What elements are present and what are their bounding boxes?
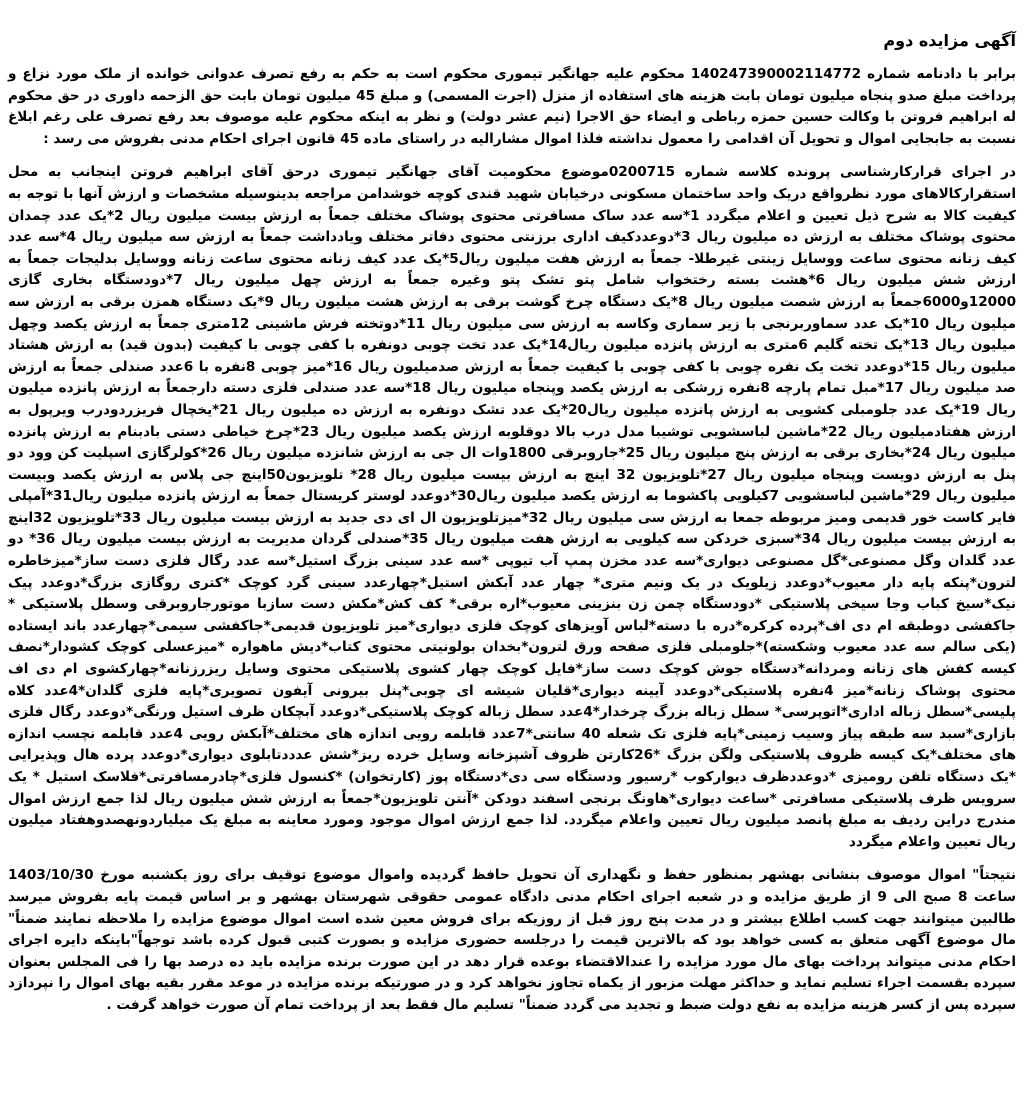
paragraph-expert-report: در اجرای قرارکارشناسی پرونده کلاسه شماره 0200715موضوع محکومیت آقای جهانگیر تیموری درحق آقای ابراهیم فروتن اینجانب به محل استقرارکالاهای مورد نظرواقع دریک واحد ساختمان مسکونی درخیابان شهید قندی کوچه خوشدامن مراجعه بدینوسیله مشخصات و ارزش آنها با توجه به کیفیت کالا به شرح ذیل تعیین و اعلام میگردد 1*سه عدد ساک مسافرتی محتوی پوشاک مختلف جمعاً به ارزش بیست میلیون ریال 2*یک عدد چمدان محتوی پوشاک مختلف به ارزش ده میلیون ریال 3*دوعددکیف اداری برزنتی محتوی دفاتر مختلف ویادداشت جمعاً به ارزش سه میلیون ریال 4*سه عدد کیف زنانه محتوی ساعت ووسایل زینتی غیرطلا- جمعاً به ارزش هفت میلیون ریال5*یک عدد کیف زنانه محتوی ساعت زنانه ووسایل بدلیجات جمعاً به ارزش شش میلیون ریال 6*هشت بسته رختخواب شامل پتو تشک پتو وغیره جمعاً به ارزش چهل میلیون ریال 7*دودستگاه بخاری گازی 12000و6000جمعاً به ارزش شصت میلیون ریال 8*یک دستگاه چرخ گوشت برقی به ارزش هشت میلیون ریال 9*یک دستگاه همزن برقی به ارزش سه میلیون ریال 10*یک عدد سماوربرنجی با زیر سماری وکاسه به ارزش سی میلیون ریال 11*دوتخته فرش ماشینی 12متری جمعاً به ارزش یکصد وچهل میلیون ریال 13*یک تخته گلیم 6متری به ارزش پانزده میلیون ریال14*یک عدد تخت چوبی دونفره با کفی چوبی با کیفیت (بدون قید) به ارزش هشتاد میلیون ریال 15*دوعدد تخت یک نفره چوبی با کفی چوبی با کیفیت جمعاً به ارزش صدمیلیون ریال 16*میز چوبی 8نفره با 6عدد صندلی جمعاً به ارزش صد میلیون ریال 17*مبل تمام پارچه 8نفره زرشکی به ارزش یکصد وپنجاه میلیون ریال 18*سه عدد صندلی فلزی دسته دارجمعاً به ارزش پانزده میلیون ریال 19*یک عدد جلومبلی کشویی به ارزش پانزده میلیون ریال20*یک عدد تشک دونفره به ارزش ده میلیون ریال 21*یخچال فریزردودرب ویرپول به ارزش هفتادمیلیون ریال 22*ماشین لباسشویی توشیبا مدل درب بالا دوقلوبه ارزش یکصد میلیون ریال 23*چرخ خیاطی دستی بادبنام به ارزش پانزده میلیون ریال 24*بخاری برقی به ارزش پنج میلیون ریال 25*جاروبرقی 1800وات ال جی به ارزش شانزده میلیون ریال 26*کولرگازی اسپلیت کن وود دو پنل به ارزش دویست وپنجاه میلیون ریال 27*تلویزیون 32 اینچ به ارزش بیست میلیون ریال 28* تلویزیون50اینچ جی پلاس به ارزش یکصد وبیست میلیون ریال 29*ماشین لباسشویی 7کیلویی پاکشوما به ارزش یکصد میلیون ریال30*دوعدد لوستر کریستال جمعاً به ارزش پانزده میلیون ریال31*آمپلی فایر کاست خور قدیمی ومیز مربوطه جمعا به ارزش سی میلیون ریال 32*میزتلویزیون ال ای دی جدید به ارزش بیست میلیون ریال 33*تلویزیون 32اینچ به ارزش بیست میلیون ریال 34*سبزی خردکن سه کیلویی به ارزش هفت میلیون ریال 35*صندلی گردان مدیریت به ارزش بیست میلیون ریال 36* دو عدد گلدان وگل مصنوعی*گل مصنوعی دیواری*سه عدد مخزن پمپ آب تیوپی *سه عدد سینی بزرگ استیل*سه عدد رگال فلزی دست ساز*میزخاطره لترون*پنکه پایه دار معیوب*دوعدد زیلویک در یک ونیم متری* چهار عدد آبکش استیل*چهارعدد سینی گرد کوچک *کتری روگازی بزرگ*دوعدد پیک نیک*سیخ کباب وجا سیخی پلاستیکی *دودستگاه چمن زن بنزینی معیوب*اره برقی* کف کش*مکش دست سازبا موتورجاروبرقی وسطل پلاستیکی * جاکفشی دوطبقه ام دی اف*پرده کرکره*دره با دسته*لباس آویزهای کوچک فلزی دیواری*میز تلویزیون قدیمی*جاکفشی سیمی*چهارعدد باند ایستاده (یکی سالم سه عدد معیوب وشکسته)*جلومبلی فلزی صفحه ورق لترون*بخدان بولونیتی محتوی کتاب*دیش ماهواره *میزعسلی کوچک کشودار*نصف کیسه کفش های زنانه ومردانه*دستگاه جوش کوچک دست ساز*فایل کوچک چهار کشوی پلاستیکی محتوی وسایل ریزرزنانه*چهارکشوی ام دی اف محتوی پوشاک زنانه*میز 4نفره پلاستیکی*دوعدد آیینه دیواری*قلیان شیشه ای چوبی*پنل بیرونی آیفون تصویری*پایه فلزی گلدان*4عدد کلاه پلیسی*سطل زباله اداری*اتوپرسی* سطل زباله بزرگ چرخدار*4عدد سطل زباله کوچک پلاستیکی*دوعدد آبچکان ظرف استیل ورنگی*دوعدد رگال فلزی بازاری*سبد سه طبقه پیاز وسیب زمینی*پایه فلزی تک شعله 40 سانتی*7عدد قابلمه رویی اندازه های مختلف*آبکش رویی 4عدد قابلمه نچسب اندازه های مختلف*یک کیسه ظروف پلاستیکی ولگن بزرگ *26کارتن ظروف آشپزخانه وسایل خرده ریز*شش عدددتابلوی دیواری*دوعدد پرده هال وپذیرایی *یک دستگاه تلفن رومیزی *دوعددظرف دیوارکوب *رسیور ودستگاه سی دی*دستگاه پوز (کارتخوان) *کنسول فلزی*چادرمسافرتی*فلاسک استیل * یک سرویس ظرف پلاستیکی مسافرتی *ساعت دیواری*هاونگ برنجی اسفند دودکن *آنتن تلویزیون*جمعاً به ارزش شش میلیون ریال لذا جمع ارزش اموال مندرج دراین ردیف به مبلغ پانصد میلیون ریال تعیین واعلام میگردد. لذا جمع ارزش اموال موجود ومورد معاینه به مبلغ یک میلیاردونهصدوهفتاد میلیون ریال تعیین واعلام میگردد [8, 164, 1017, 850]
paragraph-judgment: برابر با دادنامه شماره 140247390002114772 محکوم علیه جهانگیر تیموری محکوم است به حکم به رفع تصرف عدوانی خوانده از ملک مورد نزاع و پرداخت مبلغ صدو پنجاه میلیون تومان بابت هزینه های استفاده از منزل (اجرت المسمی) و مبلغ 45 میلیون تومان بابت حق الزحمه داوری در حق محکوم له ابراهیم فروتن با وکالت حسین حمزه رباطی و ایضاء حق الاجرا (نیم عشر دولت) و نظر به اینکه محکوم علیه موصوف بعد رفع تصرف علی رغم ابلاغ نسبت به جابجایی اموال و تحویل آن اقدامی را معمول نداشته فلذا اموال مشارالیه در راستای ماده 45 قانون اجرای احکام مدنی بفروش می رسد : [8, 66, 1016, 147]
paragraph-auction-terms: نتیجتاً" اموال موصوف بنشانی بهشهر بمنظور حفظ و نگهداری آن تحویل حافظ گردیده واموال موضوع توقیف برای روز یکشنبه مورخ 1403/10/30 ساعت 8 صبح الی 9 از طریق مزایده و در شعبه اجرای احکام مدنی دادگاه عمومی حقوقی شهرستان بهشهر و بر اساس قیمت پایه بفروش میرسد طالبین میتوانند جهت کسب اطلاع بیشتر و در مدت پنج روز قبل از روزیکه برای فروش معین شده است اموال موضوع مزایده را ملاحظه نمایند ضمناً" مال موضوع آگهی متعلق به کسی خواهد بود که بالاترین قیمت را درجلسه حضوری مزایده و بصورت کتبی قبول کرده باشد توجهاً"باینکه دایره اجرای احکام مدنی میتواند پرداخت بهای مال مورد مزایده را عندالاقتضاء بوعده قرار دهد در این صورت برنده مزایده باید ده درصد بها را فی المجلس بعنوان سپرده بقسمت اجراء تسلیم نماید و حداکثر مهلت مزبور از یکماه تجاوز نخواهد کرد و در صورتیکه برنده مزایده در موعد مقرر بقیه بهای اموال را نپردازد سپرده پس از کسر هزینه مزایده به نفع دولت ضبط و تجدید می گردد ضمناً" تسلیم مال فقط بعد از پرداخت تمام آن صورت خواهد گرفت . [8, 867, 1016, 1013]
auction-notice [8, 30, 1016, 1029]
notice-title: آگهی مزایده دوم [883, 31, 1016, 50]
